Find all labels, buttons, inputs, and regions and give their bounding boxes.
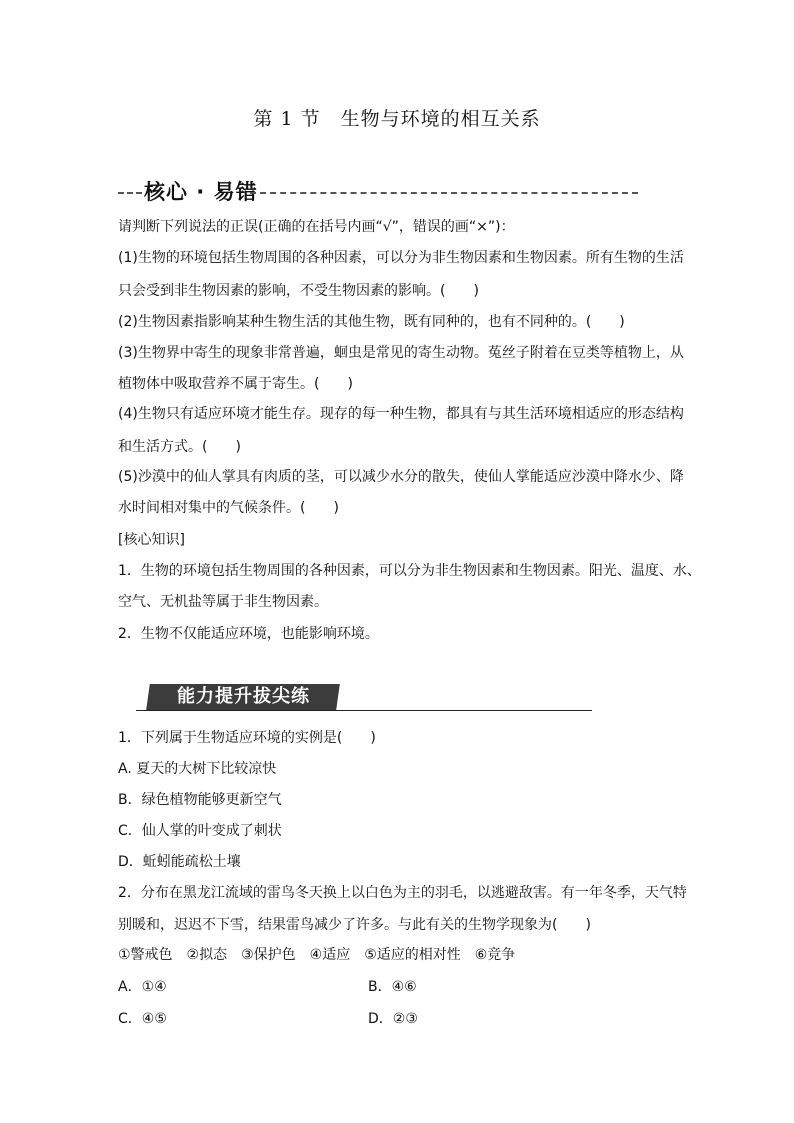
statement-line: 和生活方式。( ) (118, 439, 241, 455)
heading-lead-dashes (118, 192, 142, 194)
page-title: 第 1 节 生物与环境的相互关系 (253, 108, 541, 130)
knowledge-line: 2．生物不仅能适应环境，也能影响环境。 (118, 626, 379, 642)
core-section-heading (118, 174, 638, 208)
question-2-option-b: B．④⑥ (368, 979, 417, 995)
question-2-option-c: C．④⑤ (118, 1011, 167, 1027)
question-2-option-a: A．①④ (118, 979, 167, 995)
question-1-option-d: D．蚯蚓能疏松土壤 (118, 854, 241, 870)
heading-trail-dashes (250, 192, 638, 194)
statement-line: 水时间相对集中的气候条件。( ) (118, 500, 339, 516)
heading-underline (136, 710, 592, 711)
statement-line: (1)生物的环境包括生物周围的各种因素，可以分为非生物因素和生物因素。所有生物的生活 (118, 250, 684, 266)
statement-line: 只会受到非生物因素的影响，不受生物因素的影响。( ) (118, 283, 479, 299)
statement-line: (4)生物只有适应环境才能生存。现存的每一种生物，都具有与其生活环境相适应的形态结构 (118, 406, 684, 422)
statement-line: 植物体中吸取营养不属于寄生。( ) (118, 376, 353, 392)
statement-line: (3)生物界中寄生的现象非常普遍，蛔虫是常见的寄生动物。菟丝子附着在豆类等植物上，从 (118, 345, 684, 361)
question-1-stem: 1．下列属于生物适应环境的实例是( ) (118, 730, 376, 746)
question-2-option-d: D．②③ (368, 1011, 418, 1027)
question-2-items: ①警戒色 ②拟态 ③保护色 ④适应 ⑤适应的相对性 ⑥竞争 (118, 947, 516, 963)
core-knowledge-label: [核心知识] (118, 532, 185, 548)
question-1-option-c: C．仙人掌的叶变成了刺状 (118, 823, 282, 839)
question-1-option-a: A. 夏天的大树下比较凉快 (118, 761, 277, 777)
ability-heading-badge (146, 684, 340, 710)
question-2-stem: 2．分布在黑龙江流域的雷鸟冬天换上以白色为主的羽毛，以逃避敌害。有一年冬季，天气特 (118, 885, 687, 901)
ability-section-heading (136, 684, 592, 712)
core-heading-label: 核心 · 易错 (144, 180, 258, 204)
knowledge-line: 1．生物的环境包括生物周围的各种因素，可以分为非生物因素和生物因素。阳光、温度、水、 (118, 563, 701, 579)
knowledge-line: 空气、无机盐等属于非生物因素。 (118, 594, 328, 610)
question-2-stem: 别暖和，迟迟不下雪，结果雷鸟减少了许多。与此有关的生物学现象为( ) (118, 917, 591, 933)
statement-line: (2)生物因素指影响某种生物生活的其他生物，既有同种的，也有不同种的。( ) (118, 314, 625, 330)
statement-line: (5)沙漠中的仙人掌具有肉质的茎，可以减少水分的散失，使仙人掌能适应沙漠中降水少、降 (118, 469, 684, 485)
instruction-line: 请判断下列说法的正误(正确的在括号内画“√”，错误的画“×”)： (118, 219, 515, 235)
ability-heading-label: 能力提升拔尖练 (176, 686, 310, 707)
question-1-option-b: B．绿色植物能够更新空气 (118, 792, 282, 808)
